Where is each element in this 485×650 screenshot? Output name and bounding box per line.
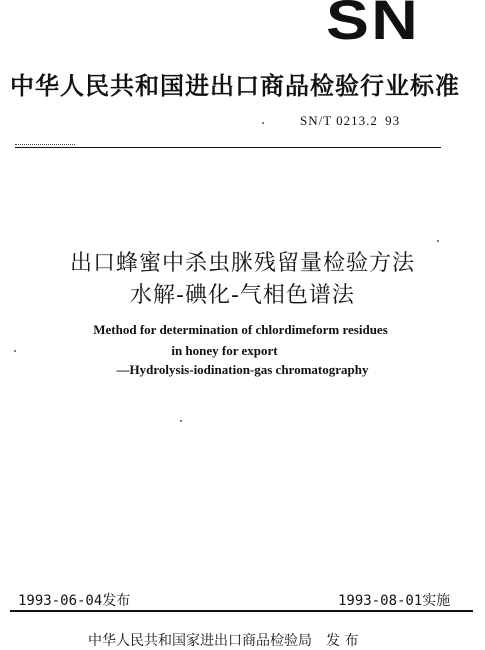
standard-number: SN/T 0213.2 93 xyxy=(300,113,401,128)
scan-speck xyxy=(14,350,16,352)
implementation-date: 1993-08-01实施 xyxy=(338,593,451,609)
scan-speck xyxy=(437,240,439,242)
english-title-line-2: in honey for export xyxy=(171,343,278,358)
standard-category-title: 中华人民共和国进出口商品检验行业标准 xyxy=(10,72,460,100)
chinese-title-line-1: 出口蜂蜜中杀虫脒残留量检验方法 xyxy=(69,251,415,276)
footer-divider xyxy=(10,610,473,612)
issue-date: 1993-06-04发布 xyxy=(18,593,131,609)
scan-speck xyxy=(180,420,182,422)
sn-logo: SN xyxy=(326,0,421,51)
english-title-line-3: —Hydrolysis-iodination-gas chromatography xyxy=(116,362,369,377)
chinese-title-line-2: 水解-碘化-气相色谱法 xyxy=(130,283,355,308)
english-title-line-1: Method for determination of chlordimeform residues xyxy=(93,322,388,337)
scan-speck xyxy=(262,122,264,124)
publisher: 中华人民共和国家进出口商品检验局 发 布 xyxy=(88,633,359,649)
header-divider xyxy=(15,147,441,148)
